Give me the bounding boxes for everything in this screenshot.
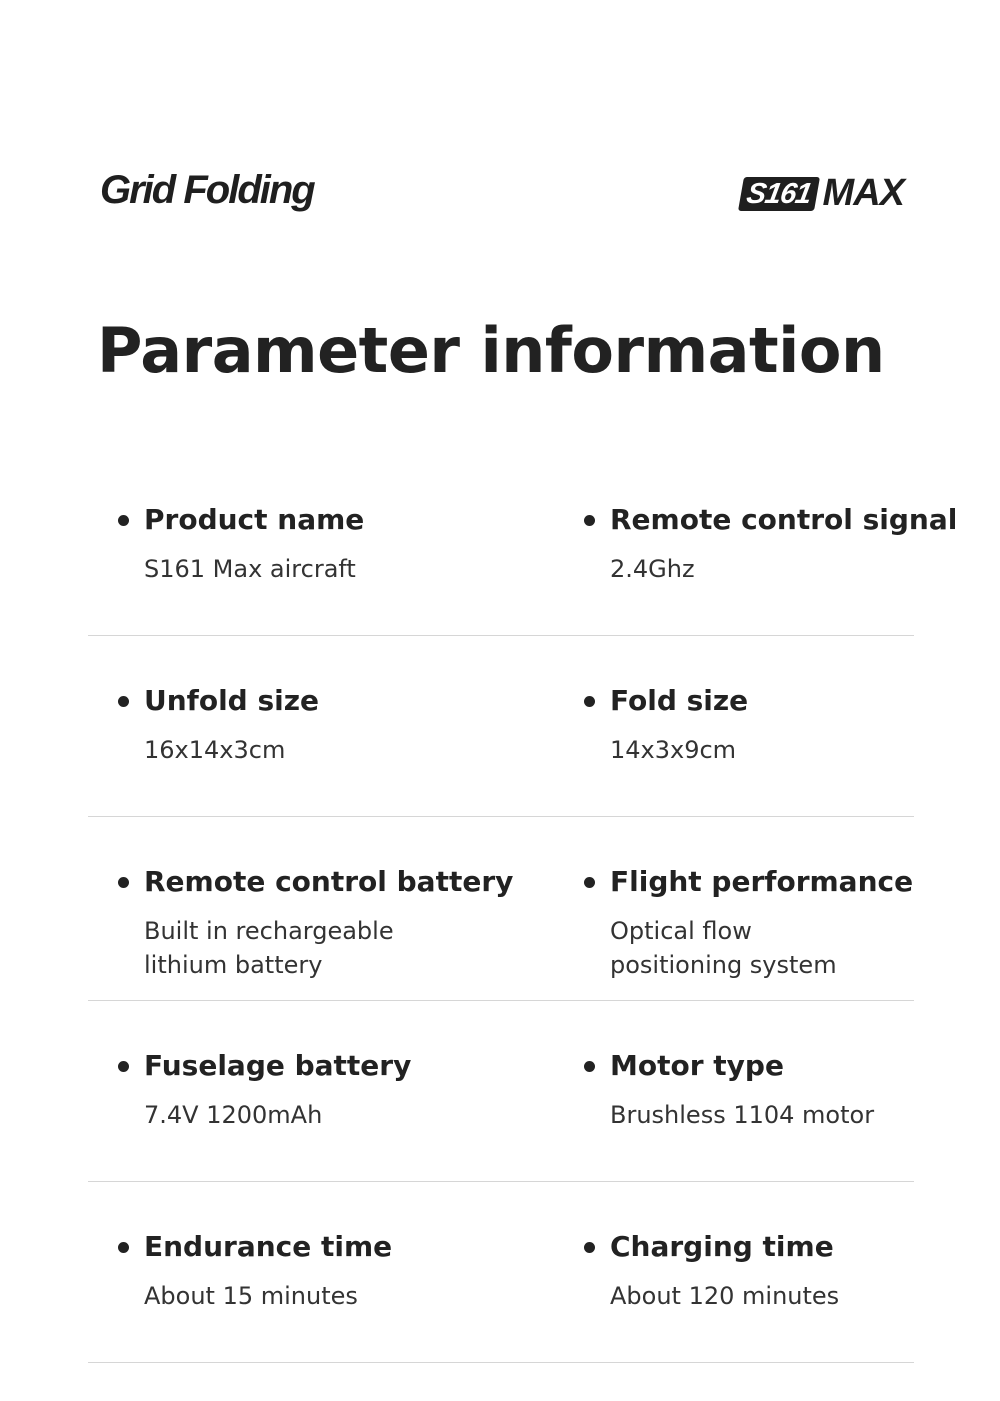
parameter-row	[88, 1001, 914, 1182]
param-charging-time	[584, 1227, 839, 1313]
param-value: S161 Max aircraft	[144, 555, 356, 583]
brand-logo	[741, 172, 904, 215]
param-label: Flight performance	[610, 865, 914, 898]
bullet-icon	[118, 1242, 129, 1253]
bullet-icon	[584, 877, 595, 888]
param-flight-performance	[584, 862, 913, 982]
param-remote-control-battery	[118, 862, 513, 982]
param-label: Remote control signal	[610, 503, 958, 536]
param-label: Fuselage battery	[144, 1049, 412, 1082]
bullet-icon	[118, 696, 129, 707]
parameter-row	[88, 455, 958, 636]
param-label: Charging time	[610, 1230, 834, 1263]
param-fuselage-battery	[118, 1046, 411, 1132]
brand-logo-word: MAX	[822, 172, 904, 214]
param-endurance-time	[118, 1227, 392, 1313]
param-label: Motor type	[610, 1049, 784, 1082]
param-unfold-size	[118, 681, 319, 767]
param-remote-control-signal	[584, 500, 957, 586]
bullet-icon	[584, 1242, 595, 1253]
parameter-row	[88, 636, 914, 817]
param-value: Brushless 1104 motor	[610, 1101, 875, 1129]
param-label: Fold size	[610, 684, 749, 717]
param-label: Unfold size	[144, 684, 320, 717]
parameter-list	[88, 455, 958, 1363]
param-motor-type	[584, 1046, 874, 1132]
bullet-icon	[584, 1061, 595, 1072]
param-value: Built in rechargeable lithium battery	[144, 917, 394, 979]
param-value: 14x3x9cm	[610, 736, 737, 764]
param-fold-size	[584, 681, 748, 767]
bullet-icon	[118, 1061, 129, 1072]
param-value: About 120 minutes	[610, 1282, 840, 1310]
param-value: About 15 minutes	[144, 1282, 358, 1310]
param-label: Remote control battery	[144, 865, 514, 898]
bullet-icon	[118, 877, 129, 888]
param-product-name	[118, 500, 364, 586]
bullet-icon	[584, 696, 595, 707]
bullet-icon	[118, 515, 129, 526]
param-value: 2.4Ghz	[610, 555, 695, 583]
param-label: Endurance time	[144, 1230, 393, 1263]
param-label: Product name	[144, 503, 365, 536]
brand-logo-badge: S161	[738, 177, 820, 211]
bullet-icon	[584, 515, 595, 526]
parameter-row	[88, 1182, 914, 1363]
param-value: 16x14x3cm	[144, 736, 286, 764]
page-title: Parameter information	[97, 314, 885, 387]
grid-folding-heading: Grid Folding	[100, 168, 314, 212]
param-value: 7.4V 1200mAh	[144, 1101, 323, 1129]
param-value: Optical flow positioning system	[610, 917, 837, 979]
parameter-row	[88, 817, 914, 1001]
